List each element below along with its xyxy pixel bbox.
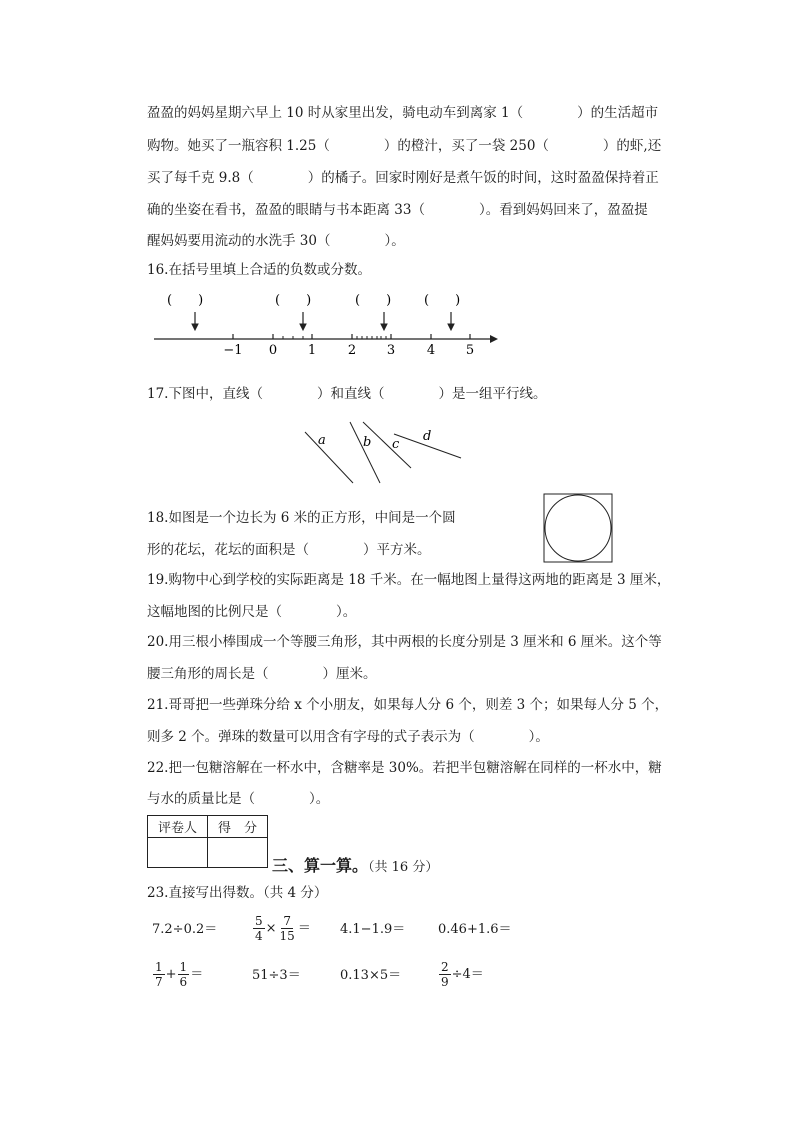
major-ticks <box>233 334 470 339</box>
tick-label: 3 <box>386 343 396 358</box>
q16-text: 16.在括号里填上合适的负数或分数。 <box>147 262 371 278</box>
line-label-c: c <box>392 437 400 452</box>
q15-line2: 购物。她买了一瓶容积 1.25（ ）的橙汁，买了一袋 250（ ）的虾,还 <box>147 138 662 154</box>
q15-line4: 确的坐姿在看书，盈盈的眼睛与书本距离 33（ ）。看到妈妈回来了，盈盈提 <box>147 202 648 218</box>
q18-line1: 18.如图是一个边长为 6 米的正方形，中间是一个圆 <box>147 510 456 526</box>
section-title-text: 三、算一算。 <box>272 856 369 875</box>
calc-item-4: 0.46+1.6＝ <box>438 922 512 937</box>
square-circle-figure <box>543 493 615 565</box>
q20-line1: 20.用三根小棒围成一个等腰三角形，其中两根的长度分别是 3 厘米和 6 厘米。这个等 <box>147 634 662 650</box>
score-header: 得 分 <box>208 816 268 838</box>
calc-item-8: $\frac{2}{9}$ ÷4＝ <box>441 960 484 989</box>
q17-text: 17.下图中，直线（ ）和直线（ ）是一组平行线。 <box>147 386 547 402</box>
line-label-d: d <box>423 429 432 444</box>
calc-item-7: 0.13×5＝ <box>340 968 402 983</box>
calc-item-6: 51÷3＝ <box>252 968 301 983</box>
q19-line2: 这幅地图的比例尺是（ ）。 <box>147 604 357 620</box>
fraction: $\frac{1}{6}$ <box>179 960 188 989</box>
grader-cell[interactable] <box>148 838 208 868</box>
fraction: $\frac{1}{7}$ <box>155 960 163 989</box>
calc-item-5: $\frac{1}{7}$ + $\frac{1}{6}$ ＝ <box>155 960 204 989</box>
q15-line1: 盈盈的妈妈星期六早上 10 时从家里出发，骑电动车到离家 1（ ）的生活超市 <box>147 105 659 121</box>
tick-label: −1 <box>223 343 243 358</box>
q21-line2: 则多 2 个。弹珠的数量可以用含有字母的式子表示为（ ）。 <box>147 729 549 745</box>
calc-item-3: 4.1−1.9＝ <box>340 922 406 937</box>
tick-label: 0 <box>268 343 278 358</box>
parallel-lines-figure <box>300 420 470 490</box>
score-cell[interactable] <box>208 838 268 868</box>
q22-line1: 22.把一包糖溶解在一杯水中，含糖率是 30%。若把半包糖溶解在同样的一杯水中，糖 <box>147 760 662 776</box>
q22-line2: 与水的质量比是（ ）。 <box>147 791 330 807</box>
fraction: $\frac{2}{9}$ <box>441 960 449 989</box>
q21-line1: 21.哥哥把一些弹珠分给 x 个小朋友，如果每人分 6 个，则差 3 个；如果每人分 5 个， <box>147 697 669 713</box>
q18-line2: 形的花坛，花坛的面积是（ ）平方米。 <box>147 542 431 558</box>
q15-line5: 醒妈妈要用流动的水洗手 30（ ）。 <box>147 233 405 249</box>
tick-label: 5 <box>465 343 475 358</box>
bracket-2: ( ) <box>275 293 312 308</box>
section-points: （共 16 分） <box>368 860 439 875</box>
number-line-figure <box>150 288 510 358</box>
fraction: $\frac{7}{15}$ <box>279 914 295 943</box>
q19-line1: 19.购物中心到学校的实际距离是 18 千米。在一幅地图上量得这两地的距离是 3 厘米， <box>147 572 671 588</box>
q20-line2: 腰三角形的周长是（ ）厘米。 <box>147 666 377 682</box>
section-title <box>272 853 438 876</box>
bracket-3: ( ) <box>355 293 392 308</box>
grader-header: 评卷人 <box>148 816 208 838</box>
fraction: $\frac{5}{4}$ <box>255 914 263 943</box>
axis-arrowhead <box>490 335 498 343</box>
tick-label: 4 <box>426 343 436 358</box>
bracket-4: ( ) <box>424 293 461 308</box>
line-label-b: b <box>363 435 372 450</box>
arrow-markers <box>192 312 454 330</box>
q15-line3: 买了每千克 9.8（ ）的橘子。回家时刚好是煮午饭的时间，这时盈盈保持着正 <box>147 170 659 186</box>
q23-text: 23.直接写出得数。（共 4 分） <box>147 885 328 901</box>
calc-item-2: $\frac{5}{4}$ × $\frac{7}{15}$ ＝ <box>255 914 311 943</box>
calc-item-1: 7.2÷0.2＝ <box>152 922 218 937</box>
tick-label: 2 <box>347 343 357 358</box>
line-label-a: a <box>318 433 326 448</box>
score-table <box>147 815 268 868</box>
tick-label: 1 <box>307 343 317 358</box>
bracket-1: ( ) <box>167 293 204 308</box>
